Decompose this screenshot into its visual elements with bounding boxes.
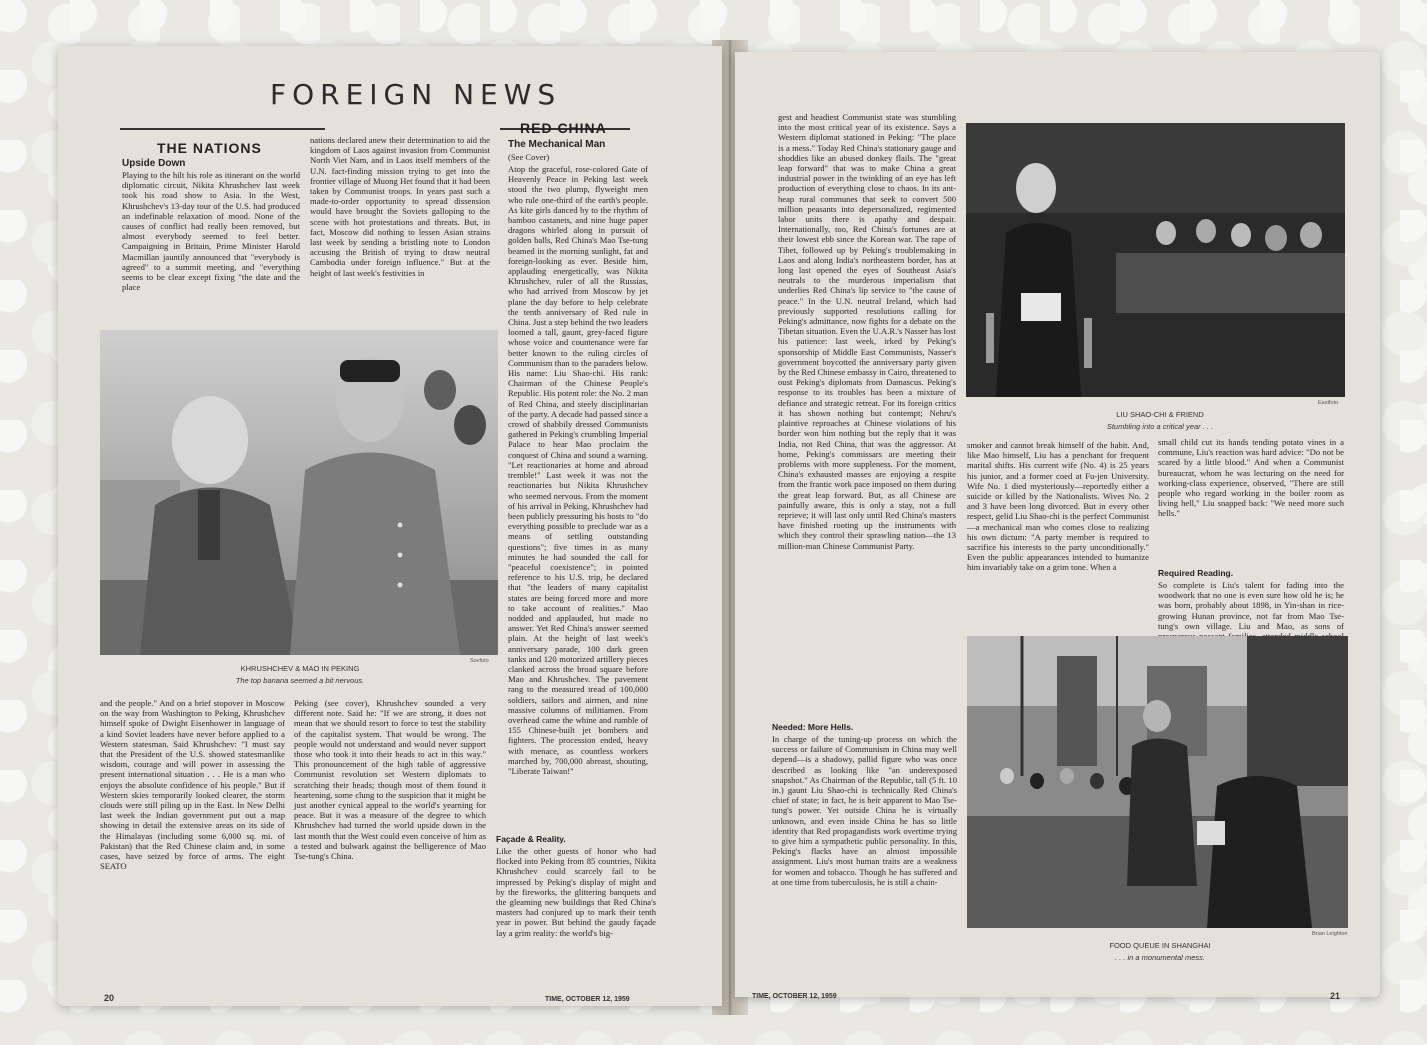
article-col3: Atop the graceful, rose-colored Gate of Heavenly Peace in Peking last week stood the two plump, flyweight men who rule one-third of the earth's people. As kite girls danced by to the rhythm of bamboo castanets, and nine huge paper dragons whirled along in pursuit of golden balls, Red China's Mao Tse-tung beamed in the morning sunlight, fat and foreign-looking as ever. Beside him, applauding energetically, was Nikita Khrushchev, ruler of all the Russias, who had arrived from Moscow by jet plane the day before to help celebrate the tenth anniversary of Red rule in China. Just a step behind the two leaders loomed a tall, gaunt, grey-faced figure whose voice and countenance were far better known to the ruling circles of Communism than to the paraders below. His name: Liu Shao-chi. His rank: Chairman of the Chinese People's Republic. His potent role: the No. 2 man of Red China, and steely disciplinarian of the party. A decade had passed since a crowd of shabbily dressed Communists gathered in Peking's crumbling Imperial Palace to hear Mao proclaim the conquest of China and sound a warning. "Let reactionaries at home and abroad tremble!" Last week it was not the reactionaries but Nikita Khrushchev who seemed nervous. From the moment of his arrival in Peking, Khrushchev had been publicly pressuring his hosts to "do everything possible to preclude war as a means of settling outstanding questions"; five times in as many minutes he had sounded the call for "peaceful coexistence"; in pointed reference to his U.S. trip, he declared that "the leaders of many capitalist states are being forced more and more to take account of realities." Mao nodded and applauded, but made no answer. Yet Red China's answer seemed plain. At the height of last week's anniversary parade, 100 dark green tanks and 120 motorized artillery pieces clanked across the broad square before Mao and Khrushchev. The pavement rang to the measured tread of 100,000 soldiers, sailors and airmen, and nine massive columns of militiamen. From overhead came the whine and rumble of 155 Chinese-built jet bombers and fighters. The procession ended, heavy with menace, as countless workers marched by, 700,000 abreast, shouting, "Liberate Taiwan!" — [508, 164, 648, 776]
header-rule-left — [120, 128, 325, 130]
photo-top-credit: Eastfoto — [1318, 400, 1339, 406]
article-col3-bottom: Like the other guests of honor who had flocked into Peking from 85 countries, Nikita Khrushchev could scarcely fail to be impressed by Peking's display of might and by the fireworks, the glittering banquets and the gleaming new buildings that Red China's masters had conjured up to mark their tenth year in power. But behind the gaudy façade lay a grim reality: the world's big- — [496, 846, 656, 938]
subhead-facade-reality: Façade & Reality. — [496, 834, 566, 844]
article-col1-top: Playing to the hilt his role as itinerant on the world diplomatic circuit, Nikita Khrushchev last week took his road show to Asia. In the West, Khrushchev's 13-day tour of the U.S. had produced an indefinable relaxation of mood. None of the causes of conflict had really been removed, but almost everybody seemed to feel better. Campaigning in Britain, Prime Minister Harold Macmillan jauntily announced that "everybody is agreed" to a summit meeting, and "everything seems to be clear except fixing "the date and the place — [122, 170, 300, 293]
photo-food-queue-image — [967, 636, 1348, 928]
section-title-red-china: RED CHINA — [520, 120, 607, 136]
cover-note: (See Cover) — [508, 152, 550, 162]
section-title-nations: THE NATIONS — [157, 140, 262, 156]
photo1-caption-title: KHRUSHCHEV & MAO IN PEKING — [240, 664, 360, 673]
photo-khrushchev-mao — [100, 330, 498, 655]
right-col2: smoker and cannot break himself of the habit. And, like Mao himself, Liu has a penchant for frequent marital shifts. His current wife (No. 4) is 25 years his junior, and a former coed at Fu-jen University. Wife No. 1 died mysteriously—reportedly either a suicide or killed by the Nationalists. Wives No. 2 and 3 have been long divorced. But in every other respect, gelid Liu Shao-chi is the perfect Communist—a mechanical man who comes close to realizing his own dictum: "A party member is required to sacrifice his interests to the party unconditionally." Even the public appearances intended to humanize him invariably take on a grim tone. When a — [967, 440, 1149, 573]
photo-top-caption-title: LIU SHAO-CHI & FRIEND — [1116, 410, 1204, 419]
footer-left: TIME, OCTOBER 12, 1959 — [545, 996, 630, 1003]
right-col3-bottom: So complete is Liu's talent for fading into the woodwork that no one is even sure how old he is; he was born, probably about 1898, in Yin-shan in rice-growing Hunan province, not far from Mao Tse-tung's own village. Liu and Mao, as sons of — [1158, 580, 1344, 631]
photo1-credit: Sovfoto — [470, 658, 489, 664]
subhead-required-reading: Required Reading. — [1158, 568, 1234, 578]
photo-liu-shao-chi — [966, 123, 1345, 397]
page-number-left: 20 — [104, 993, 115, 1003]
subhead-mechanical-man: The Mechanical Man — [508, 139, 606, 150]
photo1-caption-text: The top banana seemed a bit nervous. — [235, 676, 365, 685]
right-col1-top: gest and headiest Communist state was stumbling into the most critical year of its existence. Says a Western diplomat stationed in Peking: "The place is a mess." Today Red China's stationary gauge and shoddies like an abused donkey flails. The "great leap forward" that was to make China a great industrial power in the twinkling of an eye has left production of everything close to chaos. In its ant-heap rural communes that seek to convert 500 million peasants into depersonalized, regimented labor units there is apathy and despair. Internationally, too, Red China's fortunes are at their lowest ebb since the Korean war. The rape of Tibet, followed up by Peking's troublemaking in Laos and along India's northeastern border, has at long last opened the eyes of Southeast Asia's neutrals to the murderous imperialism that underlies Red China's lip service to "the cause of peace." In the U.N. neutral Ireland, which had previously supported resolutions calling for Peking's admittance, now fights for a debate on the Tibetan situation. Even the U.A.R.'s Nasser has lost his patience: last week, irked by Peking's sponsorship of Middle East Communists, Nasser's government boycotted the anniversary party given by the Red Chinese embassy in Cairo, threatened to oust Peking's diplomats from Damascus. Peking's response to its troubles has been a mixture of defiance and strategic retreat. For its foreign critics it has shown nothing but contempt; Nehru's plaintive reproaches at Chinese violations of his border won him nothing but the reply that it was India, not Red China, that was the aggressor. At home, Peking's commissars are meeting their problems with more suppleness. For the moment, China's exhausted masses are enjoying a respite from the frantic work pace imposed on them during the great leap forward. But, as all Chinese are painfully aware, this is only a stay, not a full reprieve; it will last only until Red China's masters have finished rooting up the instruments with which they control their sprawling nation—the 13 million-man Chinese Communist Party. — [778, 112, 956, 551]
article-col2-top: nations declared anew their determination to aid the kingdom of Laos against invasion from Communist North Viet Nam, and in Laos itself members of the U.N. fact-finding mission trying to get into the frontier village of Muong Het found that it had been taken by Communist troops. In years past such a made-to-order opportunity to spread dissension would have brought the Soviets galloping to the scene with hot protestations and threats. But, in fact, Moscow did nothing to lessen Asian strains last week by sending a bristling note to London accusing the British of trying to draw neutral Cambodia under foreign influence." But at the height of last week's festivities in — [310, 135, 490, 278]
page-number-right: 21 — [1330, 991, 1341, 1001]
photo-bottom-credit: Brian Leighton — [1312, 931, 1348, 937]
article-col2-bottom: Peking (see cover), Khrushchev sounded a very different note. Said he: "If we are strong, it does not mean that we should resort to force to test the stability of the capitalist system. That would be wrong. The people would not understand and would never support those who took it into their heads to act in this way." This pronouncement of the high table of aggressive Communist revolution set Western diplomats to scratching their heads; though most of them found it heartening, some clung to the suspicion that it might be just another cynical appeal to the world's yearning for peace. But it was a measure of the degree to which Khrushchev had turned the world upside down in the last month that the West could even conceive of him as a tested and bulwark against the belligerence of Mao Tse-tung's China. — [294, 698, 486, 862]
photo-khrushchev-mao-image — [100, 330, 498, 655]
photo-top-caption-text: Stumbling into a critical year . . . — [1106, 422, 1214, 431]
photo-bottom-caption-text: . . . in a monumental mess. — [1114, 953, 1206, 962]
right-col3: small child cut its hands tending potato vines in a commune, Liu's reaction was hard advice: "Do not be scared by a little blood." And when a Communist bureaucrat, whom he was lecturing on the need for working-class experience, observed, "There are still people who regard working in the boiler room as living hell," Liu snapped back: "We need more such hells." — [1158, 437, 1344, 519]
section-header: FOREIGN NEWS — [270, 78, 562, 111]
photo-food-queue — [967, 636, 1348, 928]
photo-bottom-caption-title: FOOD QUEUE IN SHANGHAI — [1109, 941, 1211, 950]
footer-right: TIME, OCTOBER 12, 1959 — [752, 993, 837, 1000]
subhead-needed-more-hells: Needed: More Hells. — [772, 722, 854, 732]
subhead-upside-down: Upside Down — [122, 158, 186, 169]
right-col1-bottom: In charge of the tuning-up process on which the success or failure of Communism in China may well depend—is a shadowy, pallid figure who was once described as looking like "an underexposed snapshot." As Chairman of the Republic, tall (5 ft. 10 in.) gaunt Liu Shao-chi is technically Red China's chief of state; in fact, he is heir apparent to Mao Tse-tung's power. Yet outside China he is virtually unknown, and even inside China he has so little identity that Red propagandists work overtime trying to give him a sympathetic public personality. In this, Peking's flacks have an almost impossible assignment. Liu's most human traits are a weakness for women and tobacco. Though he has suffered and at one time from tuberculosis, he is still a chain- — [772, 734, 957, 887]
photo-liu-shao-chi-image — [966, 123, 1345, 397]
article-col1-bottom: and the people." And on a brief stopover in Moscow on the way from Washington to Peking, Khrushchev himself spoke of Dwight Eisenhower in language of a kind Soviet leaders have never before applied to a Western statesman. Said Khrushchev: "I must say that the President of the U.S. showed statesmanlike wisdom, courage and will power in assessing the present international situation . . . He is a man who enjoys the absolute confidence of his people." But if Western skies temporarily looked clearer, the storm clouds were still piling up in the East. In New Delhi last week the Indian government put out a map showing in detail the extensive areas on its side of the Himalayas (including some 6,000 sq. mi. of Pakistan) that the Red Chinese claim and, in some cases, have seized by force of arms. The eight SEATO — [100, 698, 285, 872]
